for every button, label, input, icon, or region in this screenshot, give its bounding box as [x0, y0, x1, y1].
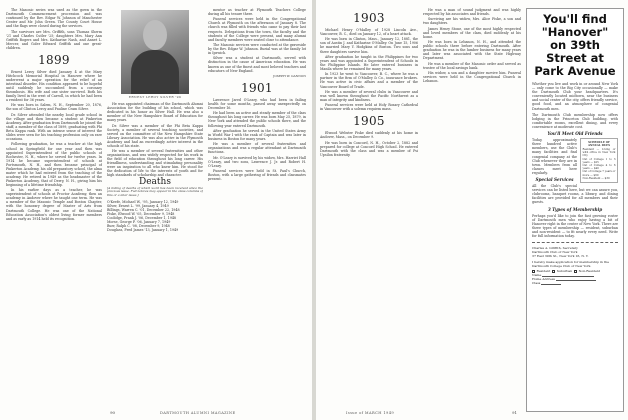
- obituary-paragraph: He was a man of sound judgment and was highly respected by his associates and friends.: [423, 8, 521, 17]
- obituary-paragraph: Ernest Leroy Silver died January 4 at the Mary Hitchcock Memorial Hospital in Hanover where he underwent a major operation for the relief of an intestinal disorder. His condition appeared to be hopeful until suddenly he succumbed from a coronary thrombosis. His wife and one sister survived. Both his family lived in the west of Carroll, in which he had been a resident for 36 years.: [6, 69, 102, 103]
- ad-paragraph: Perhaps you'd like to join the fast growing roster of Dartmouth men who enjoy having a bit of Hanover right in the center of New York. There are three types of membership — resident, suburban and non-resident — to fit nearly every need. Write for full information today.: [532, 213, 618, 239]
- obituary-paragraph: In his earlier days as a teacher, he was superintendent of schools at Proctor Academy, then an academy in Andover where he taught one term. He was a member of the Masonic Temple and Boston Chapter, with the honorary degree of Master of Arts from Dartmouth College. He was one of the National Education Association's oldest living former members and as early as 1914 held its recognition.: [6, 188, 102, 221]
- class-field[interactable]: [541, 282, 561, 285]
- portrait-photo: [121, 10, 189, 94]
- dues-schedule: [580, 138, 618, 182]
- coupon-address: Dartmouth Club of New York: [532, 250, 578, 255]
- obituary-paragraph: Following graduation, he was a teacher at the high school in Springfield for one year and then was appointed Superintendent of the public schools of Rochester, N. H., where he served for twelve years. In 1914 he became superintendent of schools at Portsmouth, N. H., and then became principal of Pinkerton Academy, his old preparatory school, the alma mater which he had entered from the teaching of the academy. He retired in 1949 as the headmaster of the Pinkerton Academy, that of Derry, N. H., giving him his beginning of a lifetime friendship.: [6, 142, 102, 187]
- magazine-footer: DARTMOUTH ALUMNI MAGAZINE: [160, 411, 236, 415]
- death-entry: O'Keefe, Michael W., '95, January 12, 1949: [107, 199, 179, 204]
- portrait-head: [143, 20, 167, 50]
- ad-subheading: Special Services: [535, 176, 574, 182]
- ad-subheading: You'll Meet Old Friends: [547, 131, 603, 137]
- left-page: [0, 0, 312, 420]
- ad-paragraph: Whether you live and work in or around New York — only come to the Big City occasionally — make the Dartmouth Club your headquarters. It's conveniently located midtown, near the business and social center of the city, offers friendly service, good food, and an atmosphere of congenial Dartmouth men.: [532, 82, 618, 111]
- photo-caption: ERNEST LEROY SILVER '99: [128, 95, 182, 99]
- ad-paragraph: The Dartmouth Club membership now offers lodging in the Princeton Club building, with comfortable rooms, excellent dining, and every convenience at moderate cost.: [532, 112, 618, 129]
- coupon-address: 37 East 39th St., New York 16, N. Y.: [532, 254, 589, 259]
- death-entry: Coolidge, Frank J. '06, December 1, 1948: [107, 215, 177, 220]
- obituary-paragraph: Funeral services were held at Holy Rosary Cathedral in Vancouver with a solemn requiem mass.: [320, 103, 418, 112]
- obituary-paragraph: He was a member of several fraternities and organizations and was a regular attendant at Dartmouth functions.: [208, 142, 306, 155]
- dues-schedule-title: SCHEDULE OF ANNUAL DUES: [587, 140, 611, 147]
- obituary-paragraph: Dr. Silver was a member of the Phi Beta Kappa Society, a member of several teaching societies, and served on the committee of the New Hampshire State Library Association. He was also active in the Plymouth Academy and had an exceedingly active interest in the schools of his state.: [107, 123, 203, 148]
- obituary-paragraph: He was appointed chairman of the Dartmouth Alumni Association for the building of his school, which was dedicated in his honor as Silver Hall. He was also a member of the New Hampshire Board of Education for many years.: [107, 102, 203, 123]
- deaths-list: [107, 200, 203, 232]
- ad-paragraph: Today, approximately three hundred active members, use the Club's many facilities and find congenial company at the Club whenever they are in town. Members from all classes meet here regularly.: [532, 138, 577, 175]
- obituary-paragraph: Dr. Silver attended the nearby local grade school in the village and then became a student at Pinkerton Academy. After graduation from Dartmouth he joined the staff, a member of the class of 1899, graduating with Phi Beta Kappa rank. With an intense sense of interest the slides were seen for his teaching profession only on rare occasions.: [6, 112, 102, 142]
- signature: JOSEPH W. GANNON: [273, 73, 306, 78]
- obituary-paragraph: Silver was a student at Dartmouth, served with distinction in the cause of American education. He was known as one of the finest and most beloved teachers and educators of New England.: [208, 56, 306, 73]
- membership-coupon: [532, 242, 618, 285]
- deaths-heading: Deaths: [139, 177, 171, 188]
- dues-row: Out of College 1 to 3 years — $25: [582, 157, 616, 164]
- class-row: [532, 281, 618, 285]
- option-label: Resident: [536, 269, 551, 274]
- ad-body: [532, 82, 618, 238]
- deaths-note: [A listing of deaths of which word has been received since the previous issue. Full notices may appear in the class columns of this or a later issue.]: [107, 185, 203, 197]
- obituary-paragraph: Michael Henry O'Malley of 1928 Lincoln Ave., Vancouver, B. C., died on January 12, of a heart attack.: [320, 28, 418, 37]
- obituary-paragraph: He was born in Salem, N. H., September 20, 1876, the son of Clinton Leroy and Pauline Cram Silver.: [6, 103, 102, 112]
- right-page: [316, 0, 628, 420]
- portrait-body: [131, 50, 179, 94]
- obituary-paragraph: He was born in Concord, N. H., October 2, 1882 and prepared for college at Concord High School. He entered Dartmouth with the class and was a member of Psi Upsilon fraternity.: [320, 140, 418, 157]
- obituary-paragraph: He had been an active and steady member of the class throughout his long career. He was born May 25, 1879, in New York and attended the public schools there, and the following year entered Dartmouth.: [208, 111, 306, 128]
- obituary-paragraph: Funeral services were held in St. Paul's Church, Boston, with a large gathering of friends and classmates present.: [208, 169, 306, 182]
- obituary-paragraph: James Henry Stone, one of the most highly respected and loved members of the class, died suddenly at his home.: [423, 26, 521, 39]
- ad-paragraph: All the Club's special services can be listed here, but we can assure you, clubrooms, banquet rooms, a library, and dining facilities are provided for all members and their guests.: [532, 184, 618, 205]
- page-number-left: 90: [110, 410, 116, 415]
- class-year-heading: 1899: [38, 52, 70, 67]
- obituary-paragraph: In 1923 he went to Vancouver, B. C., where he was a partner in the firm of O'Malley & Co., insurance brokers. He was active in civic affairs and a member of the Vancouver Board of Trade.: [320, 72, 418, 89]
- page-number-right: 91: [512, 410, 518, 415]
- home-address-field[interactable]: [556, 278, 596, 281]
- death-entry: Douglass, Fred James '13, January 1, 1949: [107, 227, 179, 232]
- dartmouth-club-advertisement: [526, 8, 624, 412]
- class-label: Class: [532, 281, 541, 286]
- option-label: Suburban: [556, 269, 573, 274]
- death-entry: Morse, George P. '06, January 7, 1949: [107, 219, 171, 224]
- class-year-heading: 1903: [353, 11, 385, 25]
- issue-footer: Issue of MARCH 1949: [346, 411, 395, 415]
- obituary-paragraph: The Masonic services were conducted at the graveside by the Rev. Edgar W. Johnson. Burial was at the family lot in Ipswich.: [208, 42, 306, 56]
- ad-headline: You'll find "Hanover" on 39th Street at Park Avenue: [534, 12, 616, 78]
- obituary-paragraph: Lawrence Jared O'Leary, who had been in failing health for some months, passed away unexpectedly on December 16.: [208, 97, 306, 111]
- obituary-paragraph: He was a member of several fraternities and other organizations, and was widely respected for his work in the field of education throughout his long career. His friendliness, understanding and stimulating personality were an inspiration to all who knew him. He stood for the dedication of life to the interests of youth and for high standards of scholarship and character.: [107, 149, 203, 178]
- intro-paragraph: The survivors are Mrs. Griffith, sons Thomas Sherm '21 and Charles Cutler '25; daughters Mrs. Mary Ann Griffith Rogers and Mrs. Katharine Nash, and Annet L. Mercer, and Goler Edward Griffith and one great-children.: [6, 29, 102, 50]
- death-entry: Fiske, Elwood W. '05, December 9, 1948: [107, 211, 175, 216]
- death-entry: Burr, Ralph C. '08, December 9, 1948: [107, 223, 170, 228]
- name-label: Name: [532, 273, 542, 278]
- obituary-paragraph: mentor as teacher at Plymouth Teachers College during all his tenure there.: [208, 8, 306, 17]
- right-column-1: [320, 8, 418, 404]
- right-column-2: [423, 8, 521, 404]
- obituary-paragraph: Elwood Webster Fiske died suddenly at his home in Andover, Mass., on December 9.: [320, 131, 418, 140]
- obituary-paragraph: After graduation he served in the United States Army in World War I with the rank of Captain and was later in business in Boston for many years.: [208, 128, 306, 141]
- ad-subheading: 3 Types of Membership: [547, 206, 603, 212]
- home-label: Home Address: [532, 277, 555, 282]
- obituary-paragraph: He was a member of several clubs in Vancouver and was well known throughout the Pacific Northwest as a man of integrity and kindness.: [320, 89, 418, 102]
- class-year-heading: 1901: [241, 80, 273, 95]
- coupon-recipient: Charles A. Griffith, Secretary: [532, 246, 578, 251]
- obituary-paragraph: Mr. O'Leary is survived by his widow, Mrs. Harriet Hall O'Leary, and two sons, Lawrence J. Jr. and Robert H. O'Leary.: [208, 155, 306, 168]
- dues-row: Out of College 7 years or more — $60: [582, 170, 616, 177]
- obituary-paragraph: He was born in Lebanon, N. H., and attended the public schools there before entering Dartmouth. After graduation he was in the lumber business for many years and later was associated with the State Highway Department.: [423, 40, 521, 61]
- death-entry: Billings, Warren C. '01, December 22, 1948: [107, 207, 180, 212]
- left-column-3: [208, 8, 306, 404]
- intro-paragraph: The Masonic series was used as the gown in the Dartmouth Commencement procession and was continued by the Rev. Edgar W. Johnson of Manchester Center and Mr. John Green. The County Court House and the flags were closed during the services.: [6, 8, 102, 29]
- obituary-paragraph: He was a member of the Masonic order and served as trustee of the local savings bank.: [423, 61, 521, 70]
- death-entry: Silver, Ernest L. '99, January 4, 1949: [107, 203, 169, 208]
- coupon-request: I hereby make application for membership in the Dartmouth College Club of New York.: [532, 259, 609, 268]
- dues-row: Non-Resident — $30: [582, 176, 610, 180]
- obituary-paragraph: Surviving are his widow, Mrs. Alice Fiske, a son and two daughters.: [423, 17, 521, 26]
- class-year-heading: 1905: [353, 114, 385, 129]
- left-column-1: [6, 8, 102, 404]
- left-column-2: [107, 8, 203, 404]
- obituary-paragraph: After graduation he taught in the Philippines for two years and was appointed a Superintendent of Schools in the Philippine Islands. He later entered business in Manila where he remained for many years.: [320, 54, 418, 72]
- obituary-paragraph: His widow, a son and a daughter survive him. Funeral services were held in the Congregational Church in Lebanon.: [423, 71, 521, 84]
- obituary-paragraph: He was born in Clinton, Mass., January 12, 1881, the son of Austin J. and Katharine O'Malley. On June 15, 1906 he married Mary Y. Hodgkins of Boston. Two sons and three daughters survive him.: [320, 37, 418, 54]
- dues-row: Resident — Living or with office in New York City: [582, 148, 616, 158]
- obituary-paragraph: Funeral services were held in the Congregational Church at Plymouth on the afternoon of January 8. The church was filled with friends who came to pay their last respects. Delegations from the town, the faculty and the students of the College were present, and many alumni and faculty members were seated close to attendance.: [208, 17, 306, 42]
- option-label: Non-Resident: [578, 269, 601, 274]
- dues-row: Out of College 4 to 6 years — $40: [582, 164, 616, 171]
